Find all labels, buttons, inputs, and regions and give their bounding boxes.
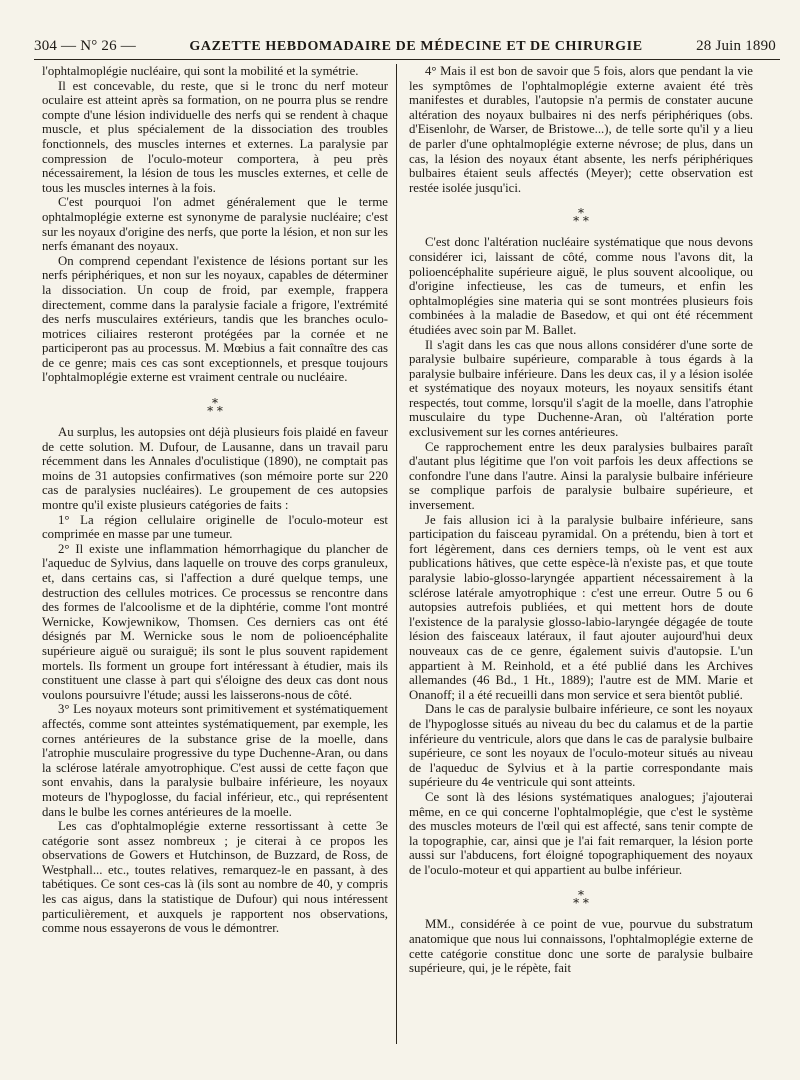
left-column <box>34 64 394 1044</box>
journal-title: GAZETTE HEBDOMADAIRE DE MÉDECINE ET DE CHIRURGIE <box>189 39 643 54</box>
paragraph: C'est donc l'altération nucléaire systématique que nous devons considérer ici, laissant de côté, comme nous l'avons dit, la polioencéphalite supérieure aiguë, le plus souvent alcoolique, ou d'origine infectieuse, les cas de tumeurs, et enfin les ophtalmoplégies sine materia qui se sont montrées plusieurs fois combinées à la maladie de Basedow, et qui ont été récemment étudiées avec soin par M. Ballet. <box>409 235 753 337</box>
paragraph: 1° La région cellulaire originelle de l'oculo-moteur est comprimée en masse par une tumeur. <box>42 512 388 542</box>
paragraph: Il s'agit dans les cas que nous allons considérer d'une sorte de paralysie bulbaire supérieure, comparable à tous égards à la paralysie bulbaire inférieure. Dans les deux cas, il y a lésion isolée et systématique des noyaux moteurs, les noyaux sensitifs étant respectés, tout comme, lorsqu'il s'agit de la moelle, dans l'atrophie musculaire du type Duchenne-Aran, où l'altération porte exclusivement sur les cornes antérieures. <box>409 337 753 440</box>
page-header <box>34 38 780 60</box>
paragraph: MM., considérée à ce point de vue, pourvue du substratum anatomique que nous lui connaissons, l'ophtalmoplégie externe de cette catégorie constitue donc une sorte de paralysie bulbaire supérieure, qui, je le répète, fait <box>409 917 753 976</box>
paragraph: 3° Les noyaux moteurs sont primitivement et systématiquement affectés, comme sont atteintes systématiquement, par exemple, les cornes antérieures de la substance grise de la moelle, dans l'atrophie musculaire progressive du type Duchenne-Aran, ou dans la sclérose latérale amyotrophique. C'est aussi de cette façon que sont envahis, dans la paralysie bulbaire inférieure, les noyaux moteurs de l'hypoglosse, du facial inférieur, etc., qui représentent dans le bulbe les cornes antérieures de la moelle. <box>42 702 388 819</box>
section-ornament: * * * <box>573 206 589 229</box>
issue-date: 28 Juin 1890 <box>696 38 776 54</box>
text-columns <box>34 64 780 1044</box>
right-column <box>399 64 759 1044</box>
paragraph: C'est pourquoi l'on admet généralement que le terme ophtalmoplégie externe est synonyme de paralysie nucléaire; c'est sur les noyaux d'origine des nerfs, que porte la lésion, et non sur les nerfs émanant des noyaux. <box>42 195 388 254</box>
column-divider <box>396 64 397 1044</box>
section-ornament: * * * <box>207 396 223 419</box>
paragraph: Ce rapprochement entre les deux paralysies bulbaires paraît d'autant plus légitime que l'on voit parfois les deux affections se confondre l'une dans l'autre. Ainsi la paralysie bulbaire inférieure se complique parfois de paralysie bulbaire supérieure, et inversement. <box>409 439 753 513</box>
paragraph: Je fais allusion ici à la paralysie bulbaire inférieure, sans participation du faisceau pyramidal. On a prétendu, bien à tort et fort légèrement, dans ces derniers temps, où le vent est aux publications hâtives, que cette espèce-là n'existe pas, et que toute paralysie labio-glosso-laryngée appartient nécessairement à la sclérose latérale amyotrophique : c'est une erreur. Outre 5 ou 6 autopsies autrefois publiées, et qui mettent hors de doute l'existence de la paralysie glosso-labio-laryngée dégagée de toute lésion des faisceaux latéraux, il faut ajouter aujourd'hui deux nouveaux cas de ce genre, également suivis d'autopsie. L'un appartient à M. Reinhold, et a été publié dans les Archives allemandes (46 Bd., 1 Ht., 1889); l'autre est de MM. Marie et Onanoff; il a été recueilli dans mon service et sera bientôt publié. <box>409 512 753 702</box>
paragraph: 4° Mais il est bon de savoir que 5 fois, alors que pendant la vie les symptômes de l'ophtalmoplégie externe avaient été très manifestes et durables, l'autopsie n'a permis de constater aucune altération des noyaux bulbaires ni des nerfs périphériques (obs. d'Eisenlohr, de Warser, de Bristowe...), de telle sorte qu'il y a lieu de parler d'une ophtalmoplégie externe névrose; de plus, dans un cas, la lésion des noyaux étant absente, les nerfs périphériques bulbaires étaient seuls affectés (Meyer); cette observation est restée isolée jusqu'ici. <box>409 64 753 195</box>
section-ornament: * * * <box>573 888 589 911</box>
paragraph: Au surplus, les autopsies ont déjà plusieurs fois plaidé en faveur de cette solution. M. Dufour, de Lausanne, dans un travail paru récemment dans les Annales d'oculistique (1890), ne comptait pas moins de 31 autopsies confirmatives (son mémoire porte sur 220 cas de paralysies nucléaires). Le groupement de ces autopsies montre qu'il existe plusieurs catégories de faits : <box>42 425 388 513</box>
paragraph: Les cas d'ophtalmoplégie externe ressortissant à cette 3e catégorie sont assez nombreux ; je citerai à ce propos les observations de Gowers et Hutchinson, de Buzzard, de Ross, de Westphall... etc., toutes relatives, remarquez-le en passant, à des tabétiques. Ce sont ces-cas là (ils sont au nombre de 40, y compris les cas aigus, dans la statistique de Dufour) qui nous intéressent particulièrement, et auxquels je rapportent nos observations, comme nous essayerons de vous le démontrer. <box>42 819 388 936</box>
paragraph: 2° Il existe une inflammation hémorrhagique du plancher de l'aqueduc de Sylvius, dans laquelle on trouve des corps granuleux, et, dans certains cas, si l'affection a duré quelque temps, une destruction des cellules motrices. Ce processus se rencontre dans des formes de l'alcoolisme et de la diphtérie, comme l'ont montré Wernicke, Kowjewnikow, Thomsen. Ces derniers cas ont été désignés par M. Wernicke sous le nom de polioencéphalite supérieure aiguë ou suraiguë; ils sont le plus souvent rapidement mortels. Ils forment un groupe fort intéressant à étudier, mais ils constituent une classe à part qui s'éloigne des deux cas dont nous voulons poursuivre l'étude; aussi les laisserons-nous de côté. <box>42 541 388 702</box>
page-number: 304 — N° 26 — <box>34 38 136 54</box>
paragraph: On comprend cependant l'existence de lésions portant sur les nerfs périphériques, et non sur les noyaux, capables de déterminer la dissociation. Un coup de froid, par exemple, frappera directement, comme dans la paralysie faciale a frigore, l'extrémité des nerfs musculaires extérieurs, tandis que les branches oculo-motrices ciliaires resteront protégées par la cornée et ne participeront pas au processus. M. Mœbius a fait connaître des cas de ce genre; mais ces cas sont exceptionnels, et presque toujours l'ophtalmoplégie externe est vraiment centrale ou nucléaire. <box>42 253 388 385</box>
paragraph: Ce sont là des lésions systématiques analogues; j'ajouterai même, en ce qui concerne l'ophtalmoplégie, que c'est le système des muscles moteurs de l'œil qui est affecté, sans tenir compte de la topographie, car, ainsi que je l'ai fait remarquer, la lésion porte aussi sur l'abducens, fort éloigné topographiquement des noyaux de l'oculo-moteur et qui appartient au bulbe inférieur. <box>409 789 753 877</box>
paragraph: Il est concevable, du reste, que si le tronc du nerf moteur oculaire est atteint après sa formation, on ne pourra plus se rendre compte d'une lésion individuelle des nerfs qui se rendent à chaque muscle, et plus spécialement de la dissociation des troubles fonctionnels, des muscles internes et externes. La paralysie par compression de l'oculo-moteur comportera, à peu près nécessairement, la lésion de tous les muscles externes, et celle de tous les muscles internes à la fois. <box>42 78 388 195</box>
paragraph: l'ophtalmoplégie nucléaire, qui sont la mobilité et la symétrie. <box>42 64 359 78</box>
paragraph: Dans le cas de paralysie bulbaire inférieure, ce sont les noyaux de l'hypoglosse situés au niveau du bec du calamus et de la partie inférieure du ventricule, alors que dans le cas de paralysie bulbaire supérieure, ce sont les noyaux de l'oculo-moteur situés au niveau de l'aqueduc de Sylvius et à la partie correspondante mais supérieure du 4e ventricule qui sont atteints. <box>409 702 753 790</box>
